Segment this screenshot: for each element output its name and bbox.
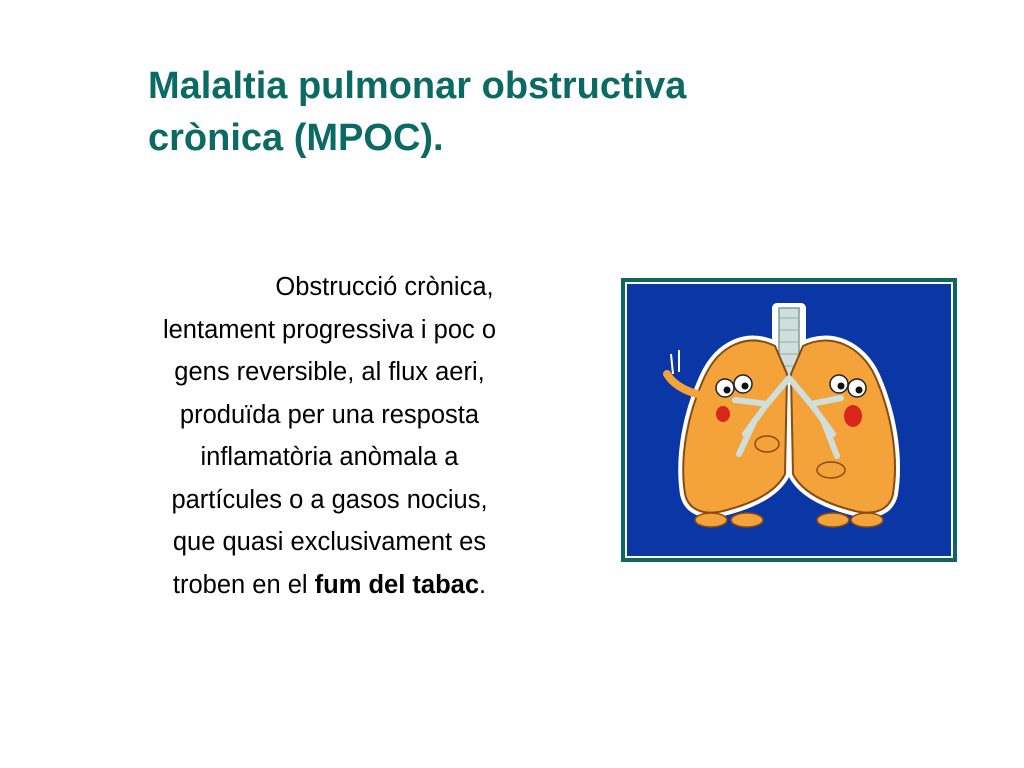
body-line-7: que quasi exclusivament es [172, 528, 487, 556]
body-line-8-prefix: troben en el [172, 570, 315, 599]
body-line-8 [92, 564, 567, 607]
emphasis-fum-del-tabac: fum del tabac [314, 570, 480, 599]
cartoon-lungs-icon [627, 284, 951, 556]
body-line-5: inflamatòria anòmala a [200, 443, 459, 471]
body-line-1: Obstrucció crònica, [275, 273, 494, 301]
body-line-3: gens reversible, al flux aeri, [174, 358, 485, 386]
body-line-8-suffix: . [479, 570, 487, 599]
title-line-1: Malaltia pulmonar obstructiva [148, 65, 687, 107]
slide-title [148, 60, 868, 164]
illustration-frame [621, 278, 957, 562]
body-line-4: produïda per una resposta [179, 400, 480, 429]
definition-text [92, 266, 567, 606]
body-line-2: lentament progressiva i poc o [162, 315, 497, 344]
title-line-2: crònica (MPOC). [148, 117, 444, 159]
illustration-panel [625, 282, 953, 558]
body-line-6: partícules o a gasos nocius, [171, 485, 488, 514]
